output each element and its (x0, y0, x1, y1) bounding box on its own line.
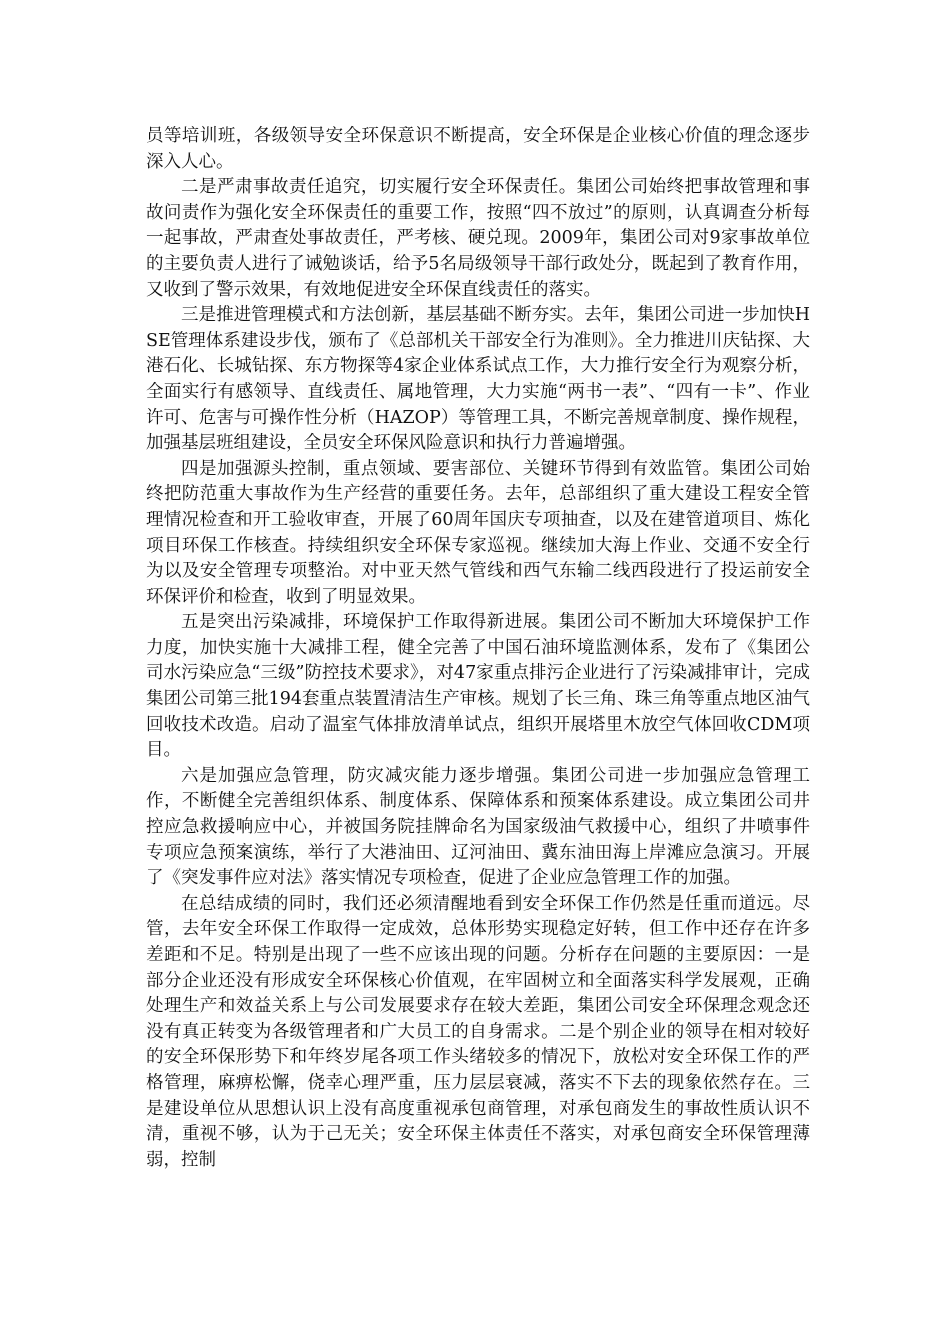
paragraph-emergency-management: 六是加强应急管理，防灾减灾能力逐步增强。集团公司进一步加强应急管理工作，不断健全完善组织体系、制度体系、保障体系和预案体系建设。成立集团公司井控应急救援响应中心，并被国务院挂牌命名为国家级油气救援中心，组织了井喷事件专项应急预案演练，举行了大港油田、辽河油田、冀东油田海上岸滩应急演习。开展了《突发事件应对法》落实情况专项检查，促进了企业应急管理工作的加强。 (146, 765, 810, 889)
paragraph-continuation: 员等培训班，各级领导安全环保意识不断提高，安全环保是企业核心价值的理念逐步深入人心。 (146, 126, 810, 172)
paragraph-management-innovation: 三是推进管理模式和方法创新，基层基础不断夯实。去年，集团公司进一步加快HSE管理体系建设步伐，颁布了《总部机关干部安全行为准则》。全力推进川庆钻探、大港石化、长城钻探、东方物探等4家企业体系试点工作，大力推行安全行为观察分析，全面实行有感领导、直线责任、属地管理，大力实施“两书一表”、“四有一卡”、作业许可、危害与可操作性分析（HAZOP）等管理工具，不断完善规章制度、操作规程，加强基层班组建设，全员安全环保风险意识和执行力普遍增强。 (146, 305, 810, 454)
paragraph-accident-accountability: 二是严肃事故责任追究，切实履行安全环保责任。集团公司始终把事故管理和事故问责作为强化安全环保责任的重要工作，按照“四不放过”的原则，认真调查分析每一起事故，严肃查处事故责任，严考核、硬兑现。2009年，集团公司对9家事故单位的主要负责人进行了诫勉谈话，给予5名局级领导干部行政处分，既起到了教育作用，又收到了警示效果，有效地促进安全环保直线责任的落实。 (146, 177, 810, 300)
paragraph-pollution-reduction: 五是突出污染减排，环境保护工作取得新进展。集团公司不断加大环境保护工作力度，加快实施十大减排工程，健全完善了中国石油环境监测体系，发布了《集团公司水污染应急“三级”防控技术要求》，对47家重点排污企业进行了污染减排审计，完成集团公司第三批194套重点装置清洁生产审核。规划了长三角、珠三角等重点地区油气回收技术改造。启动了温室气体排放清单试点，组织开展塔里木放空气体回收CDM项目。 (146, 612, 810, 761)
paragraph-problems-analysis: 在总结成绩的同时，我们还必须清醒地看到安全环保工作仍然是任重而道远。尽管，去年安全环保工作取得一定成效，总体形势实现稳定好转，但工作中还存在许多差距和不足。特别是出现了一些不应该出现的问题。分析存在问题的主要原因：一是部分企业还没有形成安全环保核心价值观，在牢固树立和全面落实科学发展观，正确处理生产和效益关系上与公司发展要求存在较大差距，集团公司安全环保理念观念还没有真正转变为各级管理者和广大员工的自身需求。二是个别企业的领导在相对较好的安全环保形势下和年终岁尾各项工作头绪较多的情况下，放松对安全环保工作的严格管理，麻痹松懈，侥幸心理严重，压力层层衰减，落实不下去的现象依然存在。三是建设单位从思想认识上没有高度重视承包商管理，对承包商发生的事故性质认识不清，重视不够，认为于己无关；安全环保主体责任不落实，对承包商安全环保管理薄弱，控制 (146, 893, 810, 1170)
paragraph-source-control: 四是加强源头控制，重点领域、要害部位、关键环节得到有效监管。集团公司始终把防范重大事故作为生产经营的重要任务。去年，总部组织了重大建设工程安全管理情况检查和开工验收审查，开展了60周年国庆专项抽查，以及在建管道项目、炼化项目环保工作核查。持续组织安全环保专家巡视。继续加大海上作业、交通不安全行为以及安全管理专项整治。对中亚天然气管线和西气东输二线西段进行了投运前安全环保评价和检查，收到了明显效果。 (146, 458, 810, 607)
document-body (146, 124, 810, 1173)
